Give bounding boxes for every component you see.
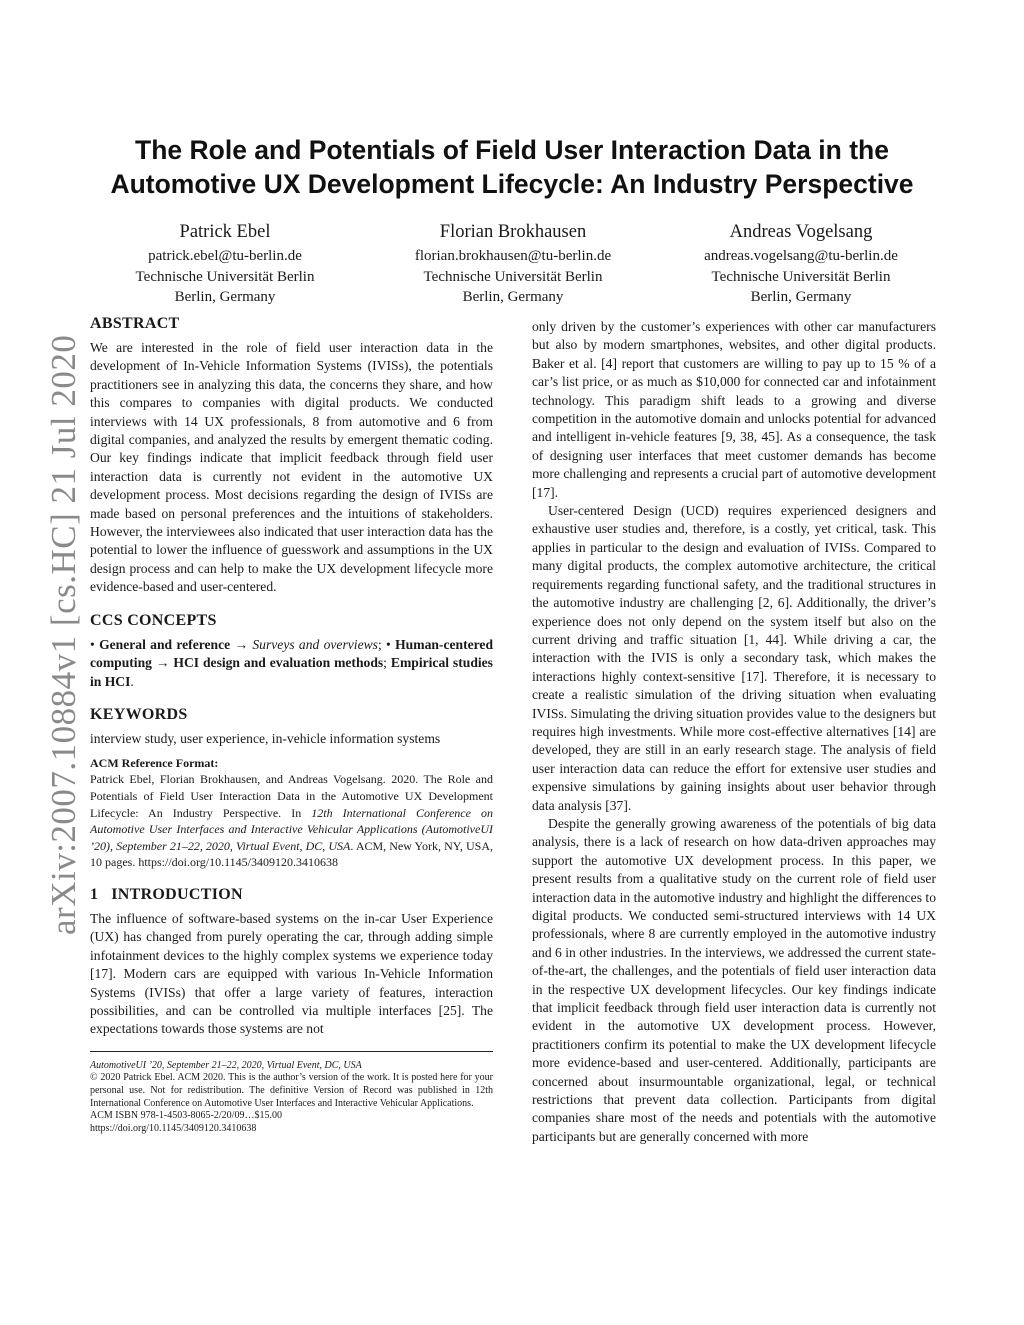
footnote-venue: AutomotiveUI ’20, September 21–22, 2020, Virtual Event, DC, USA — [90, 1059, 362, 1071]
intro-paragraph-3: Despite the generally growing awareness of the potentials of big data analysis, there is a lack of research on how data-driven approaches may support the automotive UX development process. In this paper, we present results from a qualitative study on the current role of field user interaction data in the automotive industry and highlight the differences to digital products. We conducted semi-structured interviews with 14 UX professionals, where 8 are currently employed in the automotive industry and 6 in other industries. In the interviews, we addressed the current state-of-the-art, the challenges, and the potentials of field user interaction data in the respective UX development lifecycles. Our key findings indicate that implicit feedback through field user interaction data is currently not evident in the automotive UX development process. However, practitioners confirm its potential to make the UX development lifecycle more evidence-based and user-centered. Additionally, participants are concerned about insurmountable organizational, legal, or technical restrictions that prevent data collection. Participants from digital companies share most of the needs and potentials with the automotive participants but are generally concerned with more — [532, 815, 936, 1144]
author-location: Berlin, Germany — [750, 289, 852, 305]
author-location: Berlin, Germany — [174, 289, 276, 305]
footnote-block — [90, 1060, 493, 1136]
ccs-section — [90, 611, 493, 691]
intro-paragraph-1-continued: only driven by the customer’s experiences with other car manufacturers but also by modern smartphones, websites, and other digital products. Baker et al. [4] report that customers are willing to pay up to 15 % of a car’s list price, or as much as $10,000 for connected car and infotainment technology. This paradigm shift leads to a growing and diverse competition in the automotive domain and unlocks potential for advanced and intelligent in-vehicle features [9, 38, 45]. As a consequence, the task of designing user interfaces that meet customer demands has become more challenging and represents a crucial part of automotive development [17]. — [532, 319, 936, 500]
footnote-isbn: ACM ISBN 978-1-4503-8065-2/20/09…$15.00 — [90, 1110, 282, 1122]
acm-reference-heading: ACM Reference Format: — [90, 756, 219, 771]
footnote-copyright: © 2020 Patrick Ebel. ACM 2020. This is the author’s version of the work. It is posted here for your personal use. Not for redistribution. The definitive Version of Record was published in 12th International Conference on Automotive User Interfaces and Interactive Vehicular Applications. — [90, 1072, 493, 1109]
arxiv-stamp — [0, 0, 83, 1325]
intro-paragraph-2: User-centered Design (UCD) requires experienced designers and exhaustive user studies and, therefore, is a costly, yet critical, task. This applies in particular to the design and evaluation of IVISs. Compared to many digital products, the complex automotive architecture, the critical requirements regarding functional safety, and the traditional structures in the automotive industry are challenging [2, 6]. Additionally, the driver’s experience does not only depend on the system itself but also on the current driving and traffic situation [1, 44]. While driving a car, the interaction with the IVIS is only a secondary task, which makes the interactions highly context-sensitive [17]. Therefore, it is necessary to create a realistic simulation of the driving situation when evaluating IVISs. Simulating the driving situation provides value to the designers but requires high investments. While more cost-effective alternatives [14] are developed, they are still in an early research stage. The analysis of field user interaction data can reduce the effort for extensive user studies and expensive simulations by gaining insights about user behavior through data analysis [37]. — [532, 503, 936, 813]
ccs-heading: CCS CONCEPTS — [90, 611, 217, 629]
author-name: Andreas Vogelsang — [729, 222, 873, 242]
author-email[interactable]: florian.brokhausen@tu-berlin.de — [414, 248, 612, 264]
paper-title: The Role and Potentials of Field User Interaction Data in the Automotive UX Development Lifecycle: An Industry Perspective — [110, 135, 914, 199]
arxiv-stamp-text: arXiv:2007.10884v1 [cs.HC] 21 Jul 2020 — [44, 334, 83, 935]
author-location: Berlin, Germany — [462, 289, 564, 305]
author-email[interactable]: andreas.vogelsang@tu-berlin.de — [704, 248, 898, 264]
keywords-section — [90, 705, 493, 748]
acm-reference-text: Patrick Ebel, Florian Brokhausen, and Andreas Vogelsang. 2020. The Role and Potentials of Field User Interaction Data in the Automotive UX Development Lifecycle: An Industry Perspective. In 12th International Conference on Automotive User Interfaces and Interactive Vehicular Applications (AutomotiveUI ’20), September 21–22, 2020, Virtual Event, DC, USA. ACM, New York, NY, USA, 10 pages. https://doi.org/10.1145/3409120.3410638 — [90, 772, 493, 870]
author-affiliation: Technische Universität Berlin — [135, 268, 315, 285]
author-affiliation: Technische Universität Berlin — [711, 268, 891, 285]
footnote-divider — [90, 1051, 493, 1052]
author-2 — [378, 220, 648, 308]
abstract-heading: ABSTRACT — [90, 315, 180, 332]
author-1 — [90, 220, 360, 308]
abstract-text: We are interested in the role of field user interaction data in the development of In-Vehicle Information Systems (IVISs), the potentials practitioners see in analyzing this data, the concerns they share, and how this compares to companies with digital products. We conducted interviews with 14 UX professionals, 8 from automotive and 6 from digital companies, and analyzed the results by emergent thematic coding. Our key findings indicate that implicit feedback through field user interaction data is currently not evident in the automotive UX development process. Most decisions regarding the design of IVISs are made based on personal preferences and the intuitions of stakeholders. However, the interviewees also indicated that user interaction data has the potential to lower the influence of guesswork and assumptions in the UX design process and can help to make the UX development lifecycle more evidence-based and user-centered. — [90, 340, 493, 595]
introduction-section — [90, 885, 493, 1039]
intro-paragraph-1: The influence of software-based systems on the in-car User Experience (UX) has changed from purely operating the car, through adding simple infotainment devices to the highly complex systems we experience today [17]. Modern cars are equipped with various In-Vehicle Information Systems (IVISs) that offer a large variety of features, interaction possibilities, and can be controlled via multiple interfaces [25]. The expectations towards those systems are not — [90, 910, 493, 1037]
author-name: Patrick Ebel — [179, 222, 271, 242]
ccs-text: • General and reference → Surveys and overviews; • Human-centered computing → HCI design and evaluation methods; Empirical studies in HCI. — [90, 636, 494, 689]
keywords-text: interview study, user experience, in-vehicle information systems — [90, 730, 441, 746]
author-3 — [666, 220, 936, 308]
keywords-heading: KEYWORDS — [90, 705, 188, 723]
author-block — [90, 220, 936, 308]
author-name: Florian Brokhausen — [439, 222, 587, 242]
footnote-doi[interactable]: https://doi.org/10.1145/3409120.3410638 — [90, 1122, 257, 1134]
right-column — [532, 318, 936, 1146]
left-column — [90, 314, 493, 1135]
author-affiliation: Technische Universität Berlin — [423, 268, 603, 285]
author-email[interactable]: patrick.ebel@tu-berlin.de — [148, 248, 302, 264]
introduction-heading: 1 INTRODUCTION — [90, 885, 243, 903]
